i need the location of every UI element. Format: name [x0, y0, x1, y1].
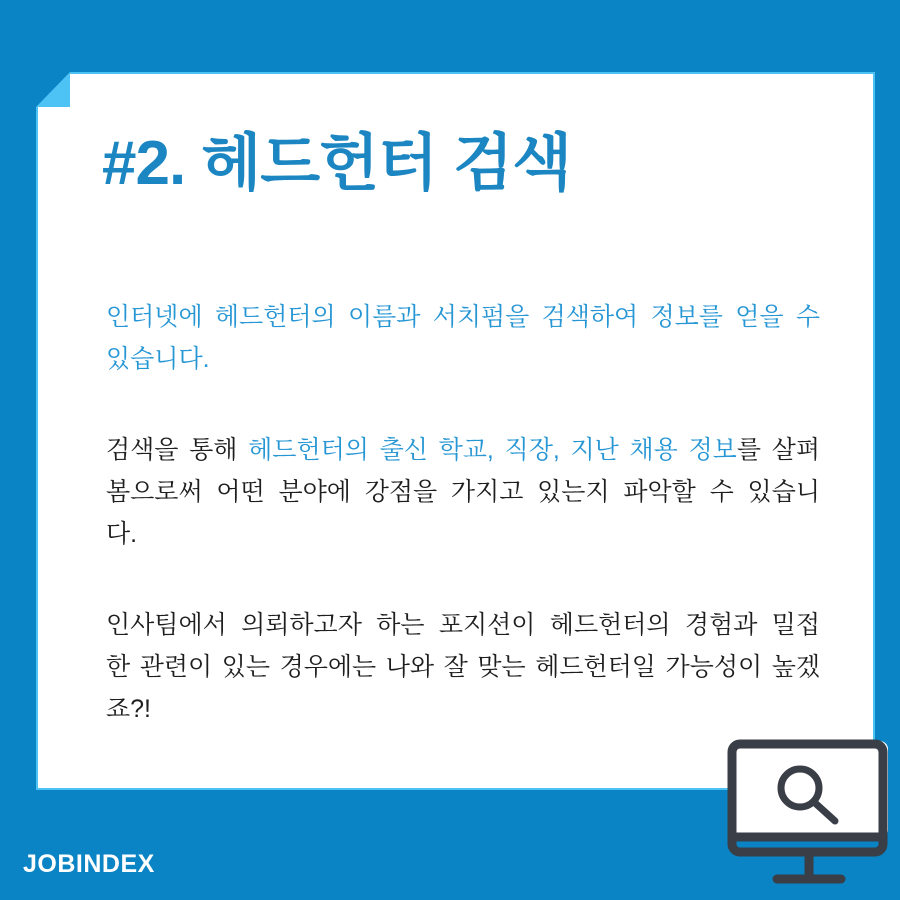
- text-line: [106, 513, 820, 555]
- content-card: [36, 72, 875, 790]
- page-title: #2. 헤드헌터 검색: [102, 129, 571, 198]
- text-line: [106, 296, 820, 338]
- highlighted-text: 헤드헌터의 출신 학교, 직장, 지난 채용 정보: [248, 436, 737, 464]
- body-text-segment: 봄으로써 어떤 분야에 강점을 가지고 있는지 파악할 수 있습니: [106, 478, 820, 506]
- body-text-segment: 한 관련이 있는 경우에는 나와 잘 맞는 헤드헌터일 가능성이 높겠: [106, 653, 820, 681]
- text-line: [106, 471, 820, 513]
- body-text-segment: 검색을 통해: [106, 436, 249, 464]
- monitor-search-icon: [725, 736, 893, 888]
- text-line: [106, 338, 820, 380]
- paragraph: [106, 296, 820, 380]
- text-line: [106, 646, 820, 688]
- text-line: [106, 604, 820, 646]
- body-text-segment: 다.: [106, 520, 138, 548]
- body-text: [106, 296, 820, 730]
- jobindex-logo: JOBINDEX: [23, 850, 155, 878]
- body-text-segment: 를 살펴: [736, 436, 820, 464]
- monitor-screen: [729, 741, 888, 838]
- text-line: [106, 688, 820, 730]
- paragraph: [106, 429, 820, 555]
- body-text-segment: 죠?!: [106, 695, 151, 723]
- highlighted-text: 인터넷에 헤드헌터의 이름과 서치펌을 검색하여 정보를 얻을 수: [106, 303, 820, 331]
- paragraph: [106, 604, 820, 730]
- text-line: [106, 429, 820, 471]
- highlighted-text: 있습니다.: [106, 345, 210, 373]
- body-text-segment: 인사팀에서 의뢰하고자 하는 포지션이 헤드헌터의 경험과 밀접: [106, 611, 820, 639]
